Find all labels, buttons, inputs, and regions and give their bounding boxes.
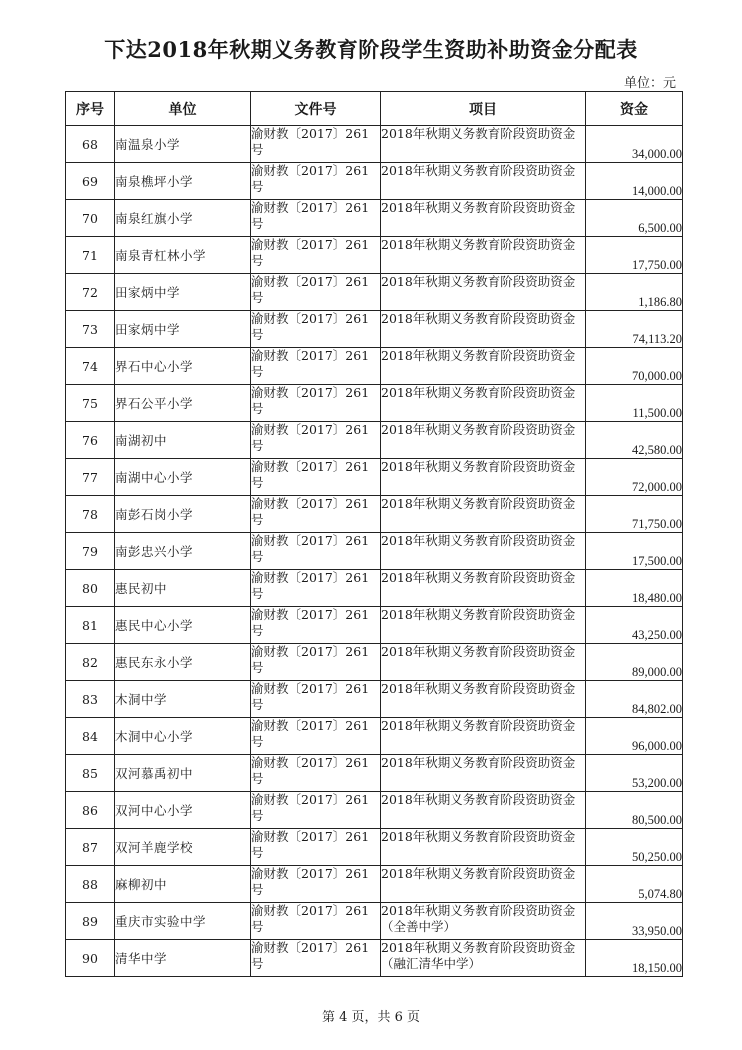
table-row (66, 570, 683, 607)
row-unit: 南彭石岗小学 (115, 496, 251, 533)
row-seq: 81 (66, 607, 115, 644)
row-amount: 53,200.00 (586, 755, 683, 792)
header-seq: 序号 (66, 92, 115, 126)
header-unit: 单位 (115, 92, 251, 126)
row-amount: 18,480.00 (586, 570, 683, 607)
table-row (66, 459, 683, 496)
row-item: 2018年秋期义务教育阶段资助资金 (381, 200, 586, 237)
table-row (66, 422, 683, 459)
row-amount: 14,000.00 (586, 163, 683, 200)
row-unit: 双河慕禹初中 (115, 755, 251, 792)
table-row (66, 903, 683, 940)
row-item: 2018年秋期义务教育阶段资助资金 (381, 681, 586, 718)
row-doc: 渝财教〔2017〕261号 (251, 348, 381, 385)
row-amount: 84,802.00 (586, 681, 683, 718)
row-unit: 田家炳中学 (115, 311, 251, 348)
header-item: 项目 (381, 92, 586, 126)
row-doc: 渝财教〔2017〕261号 (251, 644, 381, 681)
row-unit: 南泉红旗小学 (115, 200, 251, 237)
row-doc: 渝财教〔2017〕261号 (251, 459, 381, 496)
row-amount: 18,150.00 (586, 940, 683, 977)
row-doc: 渝财教〔2017〕261号 (251, 607, 381, 644)
table-row (66, 792, 683, 829)
row-item: 2018年秋期义务教育阶段资助资金 (381, 496, 586, 533)
row-item: 2018年秋期义务教育阶段资助资金 (381, 126, 586, 163)
row-doc: 渝财教〔2017〕261号 (251, 533, 381, 570)
table-row (66, 163, 683, 200)
table-row (66, 607, 683, 644)
row-unit: 南泉青杠林小学 (115, 237, 251, 274)
row-unit: 木洞中心小学 (115, 718, 251, 755)
row-seq: 75 (66, 385, 115, 422)
row-doc: 渝财教〔2017〕261号 (251, 237, 381, 274)
row-item: 2018年秋期义务教育阶段资助资金 (381, 755, 586, 792)
row-item: 2018年秋期义务教育阶段资助资金 (381, 570, 586, 607)
row-doc: 渝财教〔2017〕261号 (251, 385, 381, 422)
row-amount: 89,000.00 (586, 644, 683, 681)
header-amount: 资金 (586, 92, 683, 126)
row-item: 2018年秋期义务教育阶段资助资金 (381, 348, 586, 385)
row-unit: 南温泉小学 (115, 126, 251, 163)
row-amount: 43,250.00 (586, 607, 683, 644)
row-doc: 渝财教〔2017〕261号 (251, 163, 381, 200)
row-seq: 71 (66, 237, 115, 274)
row-seq: 76 (66, 422, 115, 459)
row-unit: 南湖中心小学 (115, 459, 251, 496)
row-seq: 69 (66, 163, 115, 200)
row-doc: 渝财教〔2017〕261号 (251, 311, 381, 348)
row-seq: 87 (66, 829, 115, 866)
table-row (66, 274, 683, 311)
row-item: 2018年秋期义务教育阶段资助资金 (381, 533, 586, 570)
table-row (66, 829, 683, 866)
row-unit: 麻柳初中 (115, 866, 251, 903)
row-item: 2018年秋期义务教育阶段资助资金 (381, 311, 586, 348)
row-doc: 渝财教〔2017〕261号 (251, 940, 381, 977)
row-item: 2018年秋期义务教育阶段资助资金 (381, 866, 586, 903)
row-unit: 南泉樵坪小学 (115, 163, 251, 200)
row-amount: 1,186.80 (586, 274, 683, 311)
row-amount: 80,500.00 (586, 792, 683, 829)
page-title: 下达2018年秋期义务教育阶段学生资助补助资金分配表 (104, 37, 638, 62)
table-row (66, 385, 683, 422)
row-seq: 77 (66, 459, 115, 496)
row-doc: 渝财教〔2017〕261号 (251, 792, 381, 829)
row-amount: 17,750.00 (586, 237, 683, 274)
row-amount: 5,074.80 (586, 866, 683, 903)
row-doc: 渝财教〔2017〕261号 (251, 570, 381, 607)
row-doc: 渝财教〔2017〕261号 (251, 866, 381, 903)
table-row (66, 348, 683, 385)
row-item: 2018年秋期义务教育阶段资助资金 (381, 459, 586, 496)
row-unit: 田家炳中学 (115, 274, 251, 311)
row-seq: 80 (66, 570, 115, 607)
table-row (66, 311, 683, 348)
table-row (66, 644, 683, 681)
row-item: 2018年秋期义务教育阶段资助资金（全善中学） (381, 903, 586, 940)
row-unit: 南彭忠兴小学 (115, 533, 251, 570)
row-unit: 惠民东永小学 (115, 644, 251, 681)
table-row (66, 681, 683, 718)
table-row (66, 940, 683, 977)
row-unit: 惠民中心小学 (115, 607, 251, 644)
row-doc: 渝财教〔2017〕261号 (251, 126, 381, 163)
row-amount: 72,000.00 (586, 459, 683, 496)
table-row (66, 496, 683, 533)
allocation-table (65, 91, 683, 977)
row-seq: 73 (66, 311, 115, 348)
row-unit: 惠民初中 (115, 570, 251, 607)
row-unit: 重庆市实验中学 (115, 903, 251, 940)
row-doc: 渝财教〔2017〕261号 (251, 718, 381, 755)
table-row (66, 866, 683, 903)
row-amount: 96,000.00 (586, 718, 683, 755)
row-seq: 84 (66, 718, 115, 755)
row-amount: 42,580.00 (586, 422, 683, 459)
row-doc: 渝财教〔2017〕261号 (251, 200, 381, 237)
row-doc: 渝财教〔2017〕261号 (251, 274, 381, 311)
row-doc: 渝财教〔2017〕261号 (251, 422, 381, 459)
row-doc: 渝财教〔2017〕261号 (251, 496, 381, 533)
row-seq: 74 (66, 348, 115, 385)
row-unit: 界石公平小学 (115, 385, 251, 422)
row-item: 2018年秋期义务教育阶段资助资金 (381, 274, 586, 311)
unit-label: 单位：元 (623, 76, 676, 91)
table-row (66, 718, 683, 755)
row-amount: 71,750.00 (586, 496, 683, 533)
row-seq: 68 (66, 126, 115, 163)
row-item: 2018年秋期义务教育阶段资助资金 (381, 829, 586, 866)
row-amount: 34,000.00 (586, 126, 683, 163)
row-doc: 渝财教〔2017〕261号 (251, 681, 381, 718)
row-item: 2018年秋期义务教育阶段资助资金 (381, 163, 586, 200)
row-seq: 88 (66, 866, 115, 903)
table-row (66, 237, 683, 274)
table-row (66, 533, 683, 570)
row-amount: 17,500.00 (586, 533, 683, 570)
row-seq: 83 (66, 681, 115, 718)
row-amount: 6,500.00 (586, 200, 683, 237)
row-unit: 双河羊鹿学校 (115, 829, 251, 866)
table-row (66, 126, 683, 163)
page-footer: 第 4 页，共 6 页 (321, 1010, 421, 1025)
row-seq: 85 (66, 755, 115, 792)
row-unit: 界石中心小学 (115, 348, 251, 385)
row-seq: 70 (66, 200, 115, 237)
row-amount: 70,000.00 (586, 348, 683, 385)
row-unit: 南湖初中 (115, 422, 251, 459)
row-item: 2018年秋期义务教育阶段资助资金 (381, 792, 586, 829)
row-seq: 86 (66, 792, 115, 829)
row-amount: 74,113.20 (586, 311, 683, 348)
row-amount: 33,950.00 (586, 903, 683, 940)
row-seq: 82 (66, 644, 115, 681)
row-item: 2018年秋期义务教育阶段资助资金 (381, 237, 586, 274)
table-row (66, 755, 683, 792)
row-doc: 渝财教〔2017〕261号 (251, 829, 381, 866)
row-item: 2018年秋期义务教育阶段资助资金 (381, 607, 586, 644)
row-amount: 11,500.00 (586, 385, 683, 422)
row-unit: 双河中心小学 (115, 792, 251, 829)
row-item: 2018年秋期义务教育阶段资助资金 (381, 385, 586, 422)
header-doc: 文件号 (251, 92, 381, 126)
row-unit: 木洞中学 (115, 681, 251, 718)
row-item: 2018年秋期义务教育阶段资助资金 (381, 422, 586, 459)
row-seq: 78 (66, 496, 115, 533)
row-seq: 90 (66, 940, 115, 977)
row-unit: 清华中学 (115, 940, 251, 977)
row-seq: 89 (66, 903, 115, 940)
row-amount: 50,250.00 (586, 829, 683, 866)
header-row (66, 92, 683, 126)
row-seq: 72 (66, 274, 115, 311)
row-item: 2018年秋期义务教育阶段资助资金 (381, 644, 586, 681)
row-doc: 渝财教〔2017〕261号 (251, 903, 381, 940)
row-item: 2018年秋期义务教育阶段资助资金（融汇清华中学） (381, 940, 586, 977)
row-item: 2018年秋期义务教育阶段资助资金 (381, 718, 586, 755)
table-row (66, 200, 683, 237)
row-doc: 渝财教〔2017〕261号 (251, 755, 381, 792)
row-seq: 79 (66, 533, 115, 570)
